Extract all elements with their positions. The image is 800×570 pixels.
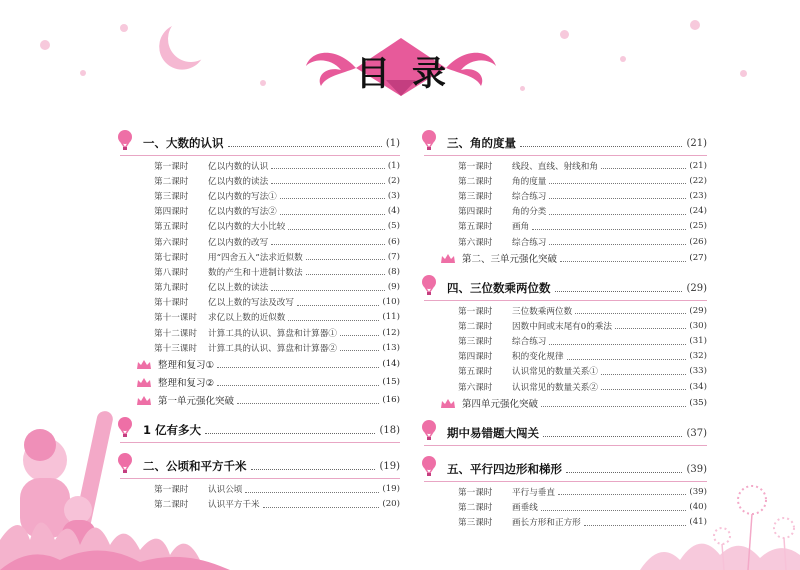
page-number: (31) [689,336,707,347]
page-number: (27) [689,253,707,264]
lesson-name: 亿以内数的认识 [208,161,269,172]
list-item[interactable] [424,219,707,234]
lesson-number: 第三课时 [458,337,493,348]
review-item[interactable] [424,394,707,412]
list-item[interactable] [120,234,400,249]
leader-dots [237,403,379,404]
lesson-number: 第十三课时 [154,343,197,354]
list-item[interactable] [120,219,400,234]
lesson-name: 亿以内数的读法 [208,176,269,187]
list-item[interactable] [120,280,400,295]
toc-section[interactable] [424,132,707,154]
page-number: (20) [382,499,400,510]
toc-section[interactable] [120,132,400,154]
lesson-name: 用“四舍五入”法求近似数 [208,252,303,263]
leader-dots [217,385,379,386]
lesson-number: 第二课时 [458,503,493,514]
lesson-name: 亿以上数的写法及改写 [208,298,294,309]
review-item[interactable] [120,373,400,391]
lesson-number: 第四课时 [154,207,189,218]
list-item[interactable] [120,173,400,188]
page-number: (10) [382,297,400,308]
lesson-name: 画垂线 [512,503,538,514]
lesson-name: 求亿以上数的近似数 [208,313,286,324]
page-number: (21) [689,160,707,171]
leader-dots [306,274,385,275]
lesson-name: 三位数乘两位数 [512,306,573,317]
list-item[interactable] [120,325,400,340]
lesson-name: 积的变化规律 [512,352,564,363]
page-number: (19) [379,460,400,472]
section-title: 三、角的度量 [447,136,516,150]
list-item[interactable] [424,349,707,364]
leader-dots [541,406,686,407]
leader-dots [271,168,385,169]
leader-dots [543,436,682,437]
page-number: (37) [686,427,707,439]
page-number: (33) [689,366,707,377]
leader-dots [549,198,686,199]
lesson-name: 认识平方千米 [208,500,260,511]
lesson-name: 画长方形和正方形 [512,518,581,529]
list-item[interactable] [424,484,707,499]
review-name: 整理和复习① [158,360,215,372]
leader-dots [271,183,385,184]
list-item[interactable] [424,379,707,394]
leader-dots [228,146,382,147]
leader-dots [549,244,686,245]
leader-dots [560,261,686,262]
page-number: (14) [382,359,400,370]
crown-icon [136,395,152,406]
lesson-name: 认识公顷 [208,485,243,496]
list-item[interactable] [424,173,707,188]
toc-section[interactable] [424,277,707,299]
list-item[interactable] [120,158,400,173]
toc-left-column [120,126,400,512]
lesson-list [424,158,707,249]
leader-dots [271,290,385,291]
lesson-name: 综合练习 [512,191,547,202]
lesson-name: 角的分类 [512,207,547,218]
balloon-icon [421,130,437,150]
lesson-name: 计算工具的认识、算盘和计算器① [208,328,337,339]
lesson-number: 第二课时 [458,321,493,332]
toc-right-column [424,126,707,530]
list-item[interactable] [424,303,707,318]
leader-dots [549,344,686,345]
leader-dots [601,374,686,375]
lesson-list [120,158,400,355]
page-number: (11) [382,312,400,323]
grass-decoration [0,500,800,570]
lesson-number: 第三课时 [458,518,493,529]
lesson-number: 第一课时 [458,306,493,317]
balloon-icon [117,417,133,437]
page-number: (29) [686,282,707,294]
page-number: (30) [689,320,707,331]
leader-dots [280,198,385,199]
list-item[interactable] [120,249,400,264]
lesson-list [424,303,707,394]
leader-dots [288,320,379,321]
leader-dots [217,367,379,368]
lesson-number: 第二课时 [458,176,493,187]
page-number: (16) [382,395,400,406]
page-number: (26) [689,236,707,247]
list-item[interactable] [120,481,400,496]
list-item[interactable] [120,340,400,355]
page-number: (19) [382,484,400,495]
lesson-name: 亿以内数的写法② [208,207,277,218]
list-item[interactable] [424,318,707,333]
leader-dots [549,214,686,215]
review-item[interactable] [120,391,400,409]
page-number: (5) [387,221,400,232]
leader-dots [205,433,375,434]
page-number: (1) [385,137,400,149]
page-number: (40) [689,502,707,513]
list-item[interactable] [424,364,707,379]
title-banner [296,36,506,98]
page-number: (9) [387,282,400,293]
lesson-number: 第八课时 [154,267,189,278]
review-item[interactable] [120,355,400,373]
lesson-number: 第二课时 [154,176,189,187]
section-title: 期中易错题大闯关 [447,426,539,441]
leader-dots [297,305,379,306]
page-number: (35) [689,398,707,409]
page-number: (8) [387,266,400,277]
moon-decoration [164,12,217,65]
page-number: (39) [689,486,707,497]
lesson-number: 第六课时 [458,382,493,393]
leader-dots [615,328,686,329]
section-title: 一、大数的认识 [143,136,224,150]
lesson-number: 第四课时 [458,352,493,363]
balloon-icon [117,453,133,473]
review-name: 整理和复习② [158,378,215,390]
lesson-name: 计算工具的认识、算盘和计算器② [208,343,337,354]
list-item[interactable] [120,204,400,219]
list-item[interactable] [424,204,707,219]
leader-dots [575,313,686,314]
section-title: 1 亿有多大 [143,423,202,438]
page-number: (21) [686,137,707,149]
lesson-number: 第一课时 [458,487,493,498]
leader-dots [245,492,379,493]
divider [424,155,707,156]
list-item[interactable] [120,264,400,279]
section-title: 五、平行四边形和梯形 [447,462,562,477]
divider [120,442,400,443]
balloon-icon [117,130,133,150]
page-number: (15) [382,377,400,388]
leader-dots [555,291,683,292]
leader-dots [549,183,686,184]
review-name: 第二、三单元强化突破 [462,254,558,266]
page-number: (6) [387,236,400,247]
page-number: (24) [689,206,707,217]
crown-icon [440,398,456,409]
lesson-number: 第三课时 [458,191,493,202]
section-title: 二、公顷和平方千米 [143,459,247,474]
page-number: (23) [689,190,707,201]
list-item[interactable] [424,188,707,203]
lesson-name: 亿以内数的大小比较 [208,222,286,233]
list-item[interactable] [424,234,707,249]
review-name: 第一单元强化突破 [158,396,235,408]
lesson-number: 第三课时 [154,191,189,202]
lesson-number: 第六课时 [154,237,189,248]
leader-dots [532,229,686,230]
crown-icon [440,253,456,264]
lesson-number: 第十一课时 [154,313,197,324]
lesson-number: 第九课时 [154,283,189,294]
leader-dots [288,229,384,230]
lesson-name: 平行与垂直 [512,487,555,498]
page-number: (1) [387,160,400,171]
lesson-number: 第十课时 [154,298,189,309]
page-number: (13) [382,342,400,353]
page-title: 目录 [356,54,468,94]
leader-dots [601,168,686,169]
section-title: 四、三位数乘两位数 [447,281,551,296]
page-number: (22) [689,175,707,186]
leader-dots [601,389,686,390]
list-item[interactable] [424,334,707,349]
leader-dots [558,494,686,495]
toc-section[interactable] [424,458,707,480]
divider [424,300,707,301]
leader-dots [566,472,682,473]
divider [120,478,400,479]
leader-dots [251,469,376,470]
lesson-name: 角的度量 [512,176,547,187]
lesson-number: 第一课时 [458,161,493,172]
lesson-number: 第二课时 [154,500,189,511]
leader-dots [340,350,379,351]
lesson-number: 第十二课时 [154,328,197,339]
lesson-name: 认识常见的数量关系① [512,367,598,378]
leader-dots [280,214,385,215]
lesson-number: 第四课时 [458,207,493,218]
page-number: (2) [387,175,400,186]
balloon-icon [421,275,437,295]
balloon-icon [421,456,437,476]
page-number: (41) [689,517,707,528]
leader-dots [520,146,682,147]
lesson-number: 第一课时 [154,485,189,496]
list-item[interactable] [120,310,400,325]
review-item[interactable] [424,249,707,267]
lesson-name: 综合练习 [512,237,547,248]
leader-dots [567,359,687,360]
lesson-number: 第六课时 [458,237,493,248]
lesson-name: 亿以内数的改写 [208,237,269,248]
list-item[interactable] [120,188,400,203]
lesson-name: 因数中间或末尾有0的乘法 [512,321,612,332]
leader-dots [271,244,385,245]
toc-section[interactable] [120,419,400,441]
page-number: (3) [387,190,400,201]
page-number: (4) [387,206,400,217]
list-item[interactable] [424,158,707,173]
crown-icon [136,377,152,388]
divider [424,481,707,482]
crown-icon [136,359,152,370]
lesson-name: 综合练习 [512,337,547,348]
toc-section[interactable] [120,455,400,477]
lesson-number: 第五课时 [458,222,493,233]
balloon-icon [421,420,437,440]
toc-section[interactable] [424,422,707,444]
review-name: 第四单元强化突破 [462,399,539,411]
lesson-number: 第五课时 [154,222,189,233]
lesson-name: 线段、直线、射线和角 [512,161,598,172]
page-number: (25) [689,221,707,232]
divider [120,155,400,156]
leader-dots [306,259,385,260]
lesson-name: 数的产生和十进制计数法 [208,267,303,278]
lesson-name: 画角 [512,222,530,233]
page-number: (34) [689,381,707,392]
list-item[interactable] [120,295,400,310]
lesson-number: 第一课时 [154,161,189,172]
lesson-name: 亿以内数的写法① [208,191,277,202]
page-number: (18) [379,424,400,436]
page-number: (29) [689,305,707,316]
page-number: (32) [689,351,707,362]
lesson-name: 亿以上数的读法 [208,283,269,294]
lesson-number: 第五课时 [458,367,493,378]
page-number: (12) [382,327,400,338]
divider [424,445,707,446]
leader-dots [340,335,379,336]
page-number: (39) [686,463,707,475]
lesson-number: 第七课时 [154,252,189,263]
lesson-name: 认识常见的数量关系② [512,382,598,393]
page-number: (7) [387,251,400,262]
